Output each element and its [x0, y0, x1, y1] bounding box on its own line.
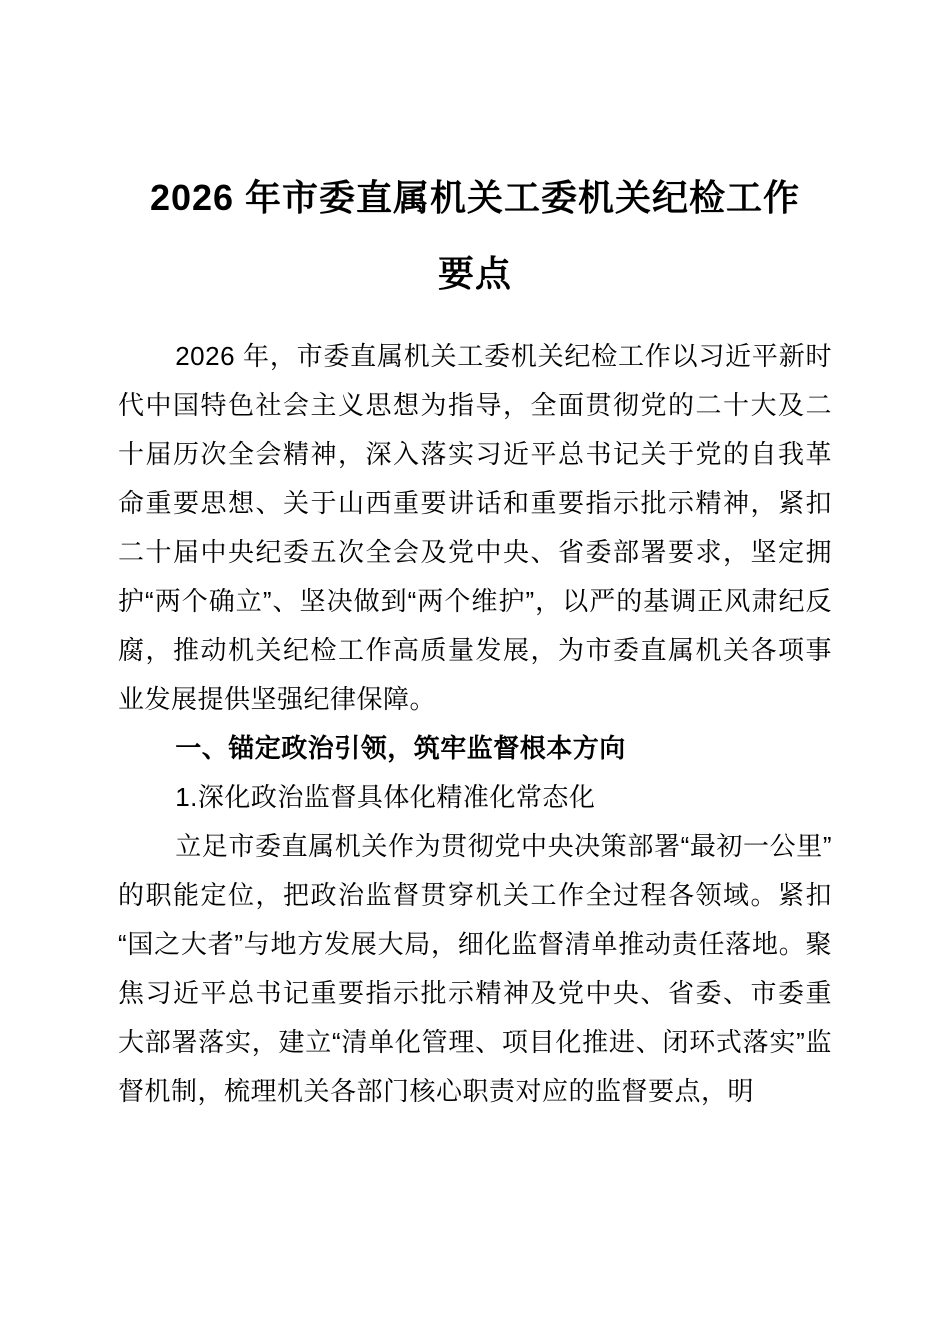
section-1-paragraph: 立足市委直属机关作为贯彻党中央决策部署“最初一公里”的职能定位，把政治监督贯穿机关工作全过程各领域。紧扣“国之大者”与地方发展大局，细化监督清单推动责任落地。聚焦习近平总书记重要指示批示精神及党中央、省委、市委重大部署落实，建立“清单化管理、项目化推进、闭环式落实”监督机制，梳理机关各部门核心职责对应的监督要点，明 — [118, 831, 832, 1106]
document-title-line-1: 2026 年市委直属机关工委机关纪检工作 — [149, 177, 801, 218]
document-title-line-2: 要点 — [437, 253, 512, 294]
document-title — [118, 160, 832, 312]
section-1-subheading: 1.深化政治监督具体化精准化常态化 — [175, 782, 596, 812]
section-1-heading: 一、锚定政治引领，筑牢监督根本方向 — [175, 733, 626, 763]
intro-paragraph: 2026 年，市委直属机关工委机关纪检工作以习近平新时代中国特色社会主义思想为指导，全面贯彻党的二十大及二十届历次全会精神，深入落实习近平总书记关于党的自我革命重要思想、关于山西重要讲话和重要指示批示精神，紧扣二十届中央纪委五次全会及党中央、省委部署要求，坚定拥护“两个确立”、坚决做到“两个维护”，以严的基调正风肃纪反腐，推动机关纪检工作高质量发展，为市委直属机关各项事业发展提供坚强纪律保障。 — [118, 341, 832, 714]
